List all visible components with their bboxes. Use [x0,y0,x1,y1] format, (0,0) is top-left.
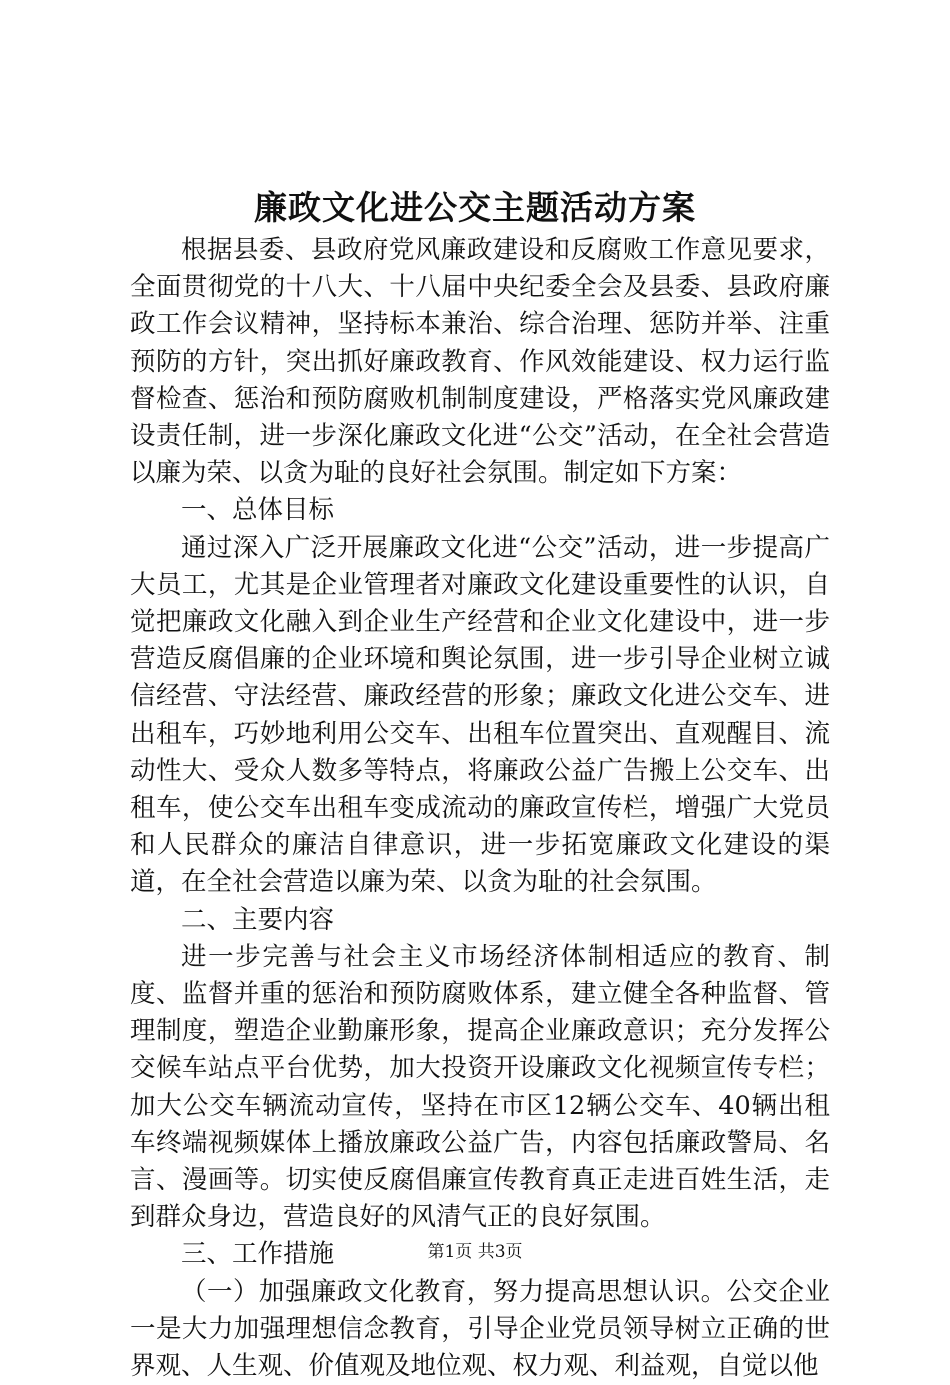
paragraph-work-measures: （一）加强廉政文化教育，努力提高思想认识。公交企业一是大力加强理想信念教育，引导企业党员领导树立正确的世界观、人生观、价值观及地位观、权力观、利益观，自觉以他 [130,1276,830,1382]
document-title: 廉政文化进公交主题活动方案 [254,188,696,227]
paragraph-overall-goal: 通过深入广泛开展廉政文化进“公交”活动，进一步提高广大员工，尤其是企业管理者对廉政文化建设重要性的认识，自觉把廉政文化融入到企业生产经营和企业文化建设中，进一步营造反腐倡廉的企业环境和舆论氛围，进一步引导企业树立诚信经营、守法经营、廉政经营的形象；廉政文化进公交车、进出租车，巧妙地利用公交车、出租车位置突出、直观醒目、流动性大、受众人数多等特点，将廉政公益广告搬上公交车、出租车，使公交车出租车变成流动的廉政宣传栏，增强广大党员和人民群众的廉洁自律意识，进一步拓宽廉政文化建设的渠道，在全社会营造以廉为荣、以贪为耻的社会氛围。 [130,532,830,898]
section-heading-overall-goal: 一、总体目标 [181,495,335,526]
paragraph-intro: 根据县委、县政府党风廉政建设和反腐败工作意见要求，全面贯彻党的十八大、十八届中央纪委全会及县委、县政府廉政工作会议精神，坚持标本兼治、综合治理、惩防并举、注重预防的方针，突出抓好廉政教育、作风效能建设、权力运行监督检查、惩治和预防腐败机制制度建设，严格落实党风廉政建设责任制，进一步深化廉政文化进“公交”活动，在全社会营造以廉为荣、以贪为耻的良好社会氛围。制定如下方案： [130,235,830,489]
document-body [130,232,830,1385]
section-heading-work-measures: 三、工作措施 [181,1239,335,1270]
section-heading-main-content: 二、主要内容 [181,904,335,935]
paragraph-main-content: 进一步完善与社会主义市场经济体制相适应的教育、制度、监督并重的惩治和预防腐败体系，建立健全各种监督、管理制度，塑造企业勤廉形象，提高企业廉政意识；充分发挥公交候车站点平台优势，加大投资开设廉政文化视频宣传专栏；加大公交车辆流动宣传，坚持在市区12辆公交车、40辆出租车终端视频媒体上播放廉政公益广告，内容包括廉政警局、名言、漫画等。切实使反腐倡廉宣传教育真正走进百姓生活，走到群众身边，营造良好的风清气正的良好氛围。 [130,941,830,1233]
page-number-footer: 第1页 共3页 [427,1242,523,1262]
